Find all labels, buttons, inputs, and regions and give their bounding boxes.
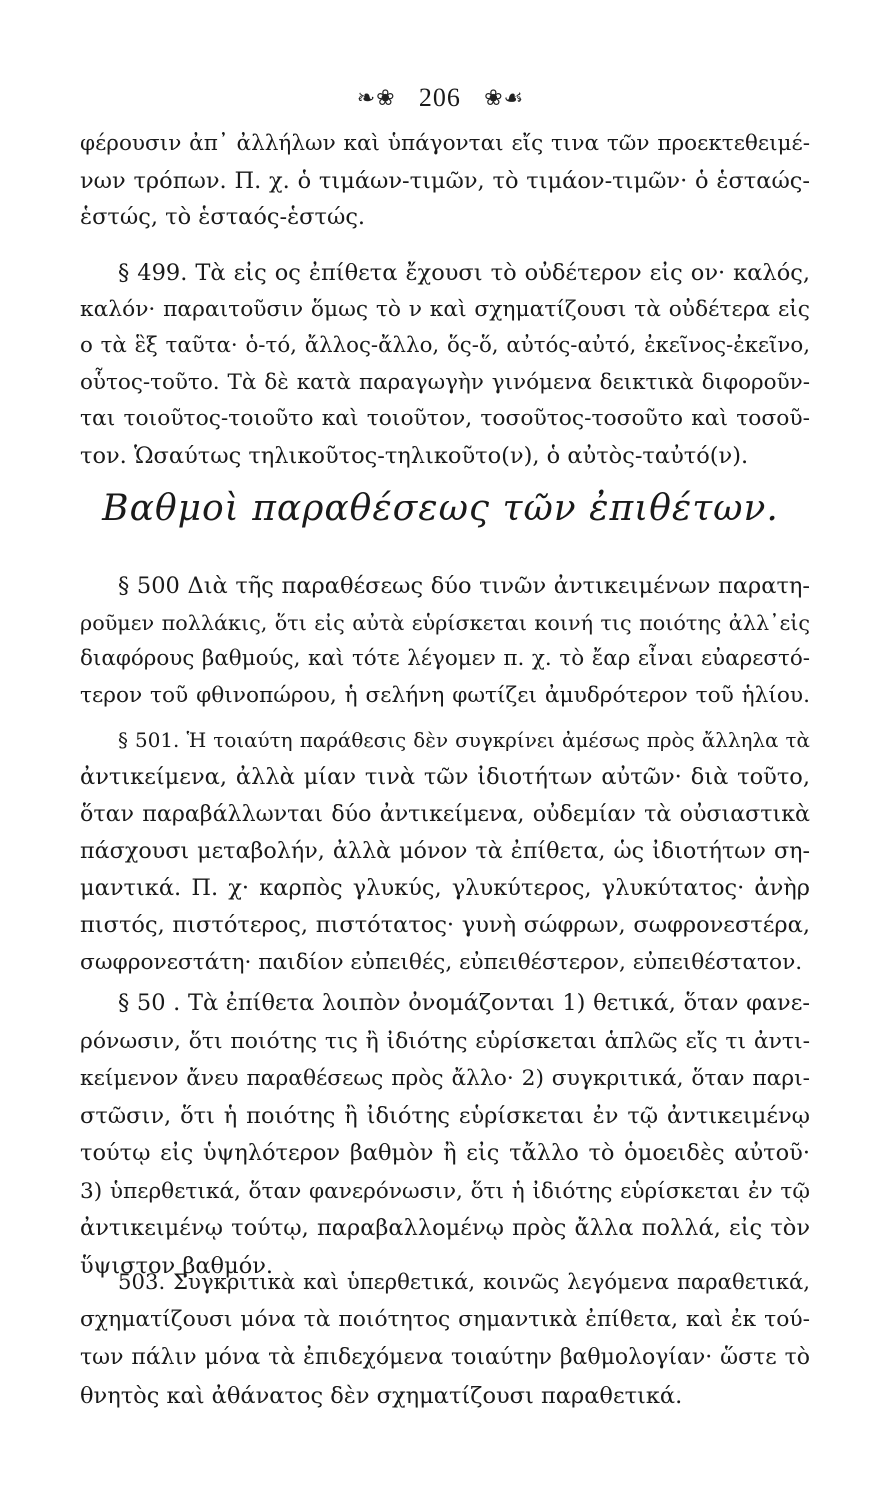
text-line: τερον τοῦ φθινοπώρου, ἡ σελήνη φωτίζει ἀμυδρότερον τοῦ ἡλίου.: [80, 682, 810, 708]
text-line: στῶσιν, ὅτι ἡ ποιότης ἢ ἰδιότης εὑρίσκεται ἐν τῷ ἀντικειμένῳ: [80, 1102, 810, 1129]
text-line: ἑστώς, τὸ ἑσταός-ἑστώς.: [80, 204, 366, 230]
paragraph-continuation: [80, 126, 810, 236]
text-line: κείμενον ἄνευ παραθέσεως πρὸς ἄλλο· 2) συγκριτικά, ὅταν παρι-: [80, 1066, 810, 1091]
text-line: § 50 . Τὰ ἐπίθετα λοιπὸν ὀνομάζονται 1) θετικά, ὅταν φανε-: [118, 990, 810, 1016]
text-line: νων τρόπων. Π. χ. ὁ τιμάων-τιμῶν, τὸ τιμάον-τιμῶν· ὁ ἑσταώς-: [80, 167, 810, 194]
text-line: 503. Συγκριτικὰ καὶ ὑπερθετικά, κοινῶς λεγόμενα παραθετικά,: [118, 1269, 810, 1294]
text-line: θνητὸς καὶ ἀθάνατος δὲν σχηματίζουσι παραθετικά.: [80, 1383, 683, 1409]
text-line: § 499. Τὰ εἰς ος ἐπίθετα ἔχουσι τὸ οὐδέτερον εἰς ον· καλός,: [118, 260, 810, 286]
text-line: σωφρονεστάτη· παιδίον εὐπειθές, εὐπειθέστερον, εὐπειθέστατον.: [80, 950, 803, 975]
text-line: πιστός, πιστότερος, πιστότατος· γυνὴ σώφρων, σωφρονεστέρα,: [80, 912, 810, 938]
text-line: οὗτος-τοῦτο. Τὰ δὲ κατὰ παραγωγὴν γινόμενα δεικτικὰ διφοροῦν-: [80, 369, 810, 395]
text-line: ο τὰ ἓξ ταῦτα· ὁ-τό, ἄλλος-ἄλλο, ὅς-ὅ, αὐτός-αὐτό, ἐκεῖνος-ἐκεῖνο,: [80, 333, 810, 358]
text-line: ται τοιοῦτος-τοιοῦτο καὶ τοιοῦτον, τοσοῦτος-τοσοῦτο καὶ τοσοῦ-: [80, 406, 810, 431]
paragraph-500: [80, 568, 810, 714]
text-line: ρόνωσιν, ὅτι ποιότης τις ἢ ἰδιότης εὑρίσκεται ἁπλῶς εἴς τι ἀντι-: [80, 1028, 810, 1054]
right-ornament: ❀☙: [484, 85, 525, 111]
text-line: ροῦμεν πολλάκις, ὅτι εἰς αὐτὰ εὑρίσκεται κοινή τις ποιότης ἀλλ᾽εἰς: [80, 610, 810, 635]
text-line: πάσχουσι μεταβολήν, ἀλλὰ μόνον τὰ ἐπίθετα, ὡς ἰδιοτήτων ση-: [80, 838, 810, 864]
paragraph-501: [80, 722, 810, 981]
text-line: § 501. Ἡ τοιαύτη παράθεσις δὲν συγκρίνει ἀμέσως πρὸς ἄλληλα τὰ: [118, 729, 810, 752]
paragraph-502: [80, 985, 810, 1285]
text-line: διαφόρους βαθμούς, καὶ τότε λέγομεν π. χ. τὸ ἔαρ εἶναι εὐαρεστό-: [80, 646, 810, 671]
paragraph-503: [80, 1263, 810, 1415]
text-line: των πάλιν μόνα τὰ ἐπιδεχόμενα τοιαύτην βαθμολογίαν· ὥστε τὸ: [80, 1345, 810, 1370]
text-line: ὅταν παραβάλλωνται δύο ἀντικείμενα, οὐδεμίαν τὰ οὐσιαστικὰ: [80, 801, 810, 827]
text-line: τον. Ὡσαύτως τηλικοῦτος-τηλικοῦτο(ν), ὁ αὐτὸς-ταὐτό(ν).: [80, 442, 749, 469]
paragraph-499: [80, 255, 810, 474]
page-header: [0, 82, 881, 113]
text-line: μαντικά. Π. χ· καρπὸς γλυκύς, γλυκύτερος, γλυκύτατος· ἀνὴρ: [80, 875, 810, 901]
text-line: σχηματίζουσι μόνα τὰ ποιότητος σημαντικὰ ἐπίθετα, καὶ ἐκ τού-: [80, 1307, 810, 1332]
text-line: 3) ὑπερθετικά, ὅταν φανερόνωσιν, ὅτι ἡ ἰδιότης εὑρίσκεται ἐν τῷ: [80, 1178, 810, 1204]
text-line: καλόν· παραιτοῦσιν ὅμως τὸ ν καὶ σχηματίζουσι τὰ οὐδέτερα εἰς: [80, 296, 810, 322]
page-number: 206: [418, 83, 461, 112]
text-line: ἀντικείμενα, ἀλλὰ μίαν τινὰ τῶν ἰδιοτήτων αὐτῶν· διὰ τοῦτο,: [80, 764, 810, 790]
text-line: ἀντικειμένῳ τούτῳ, παραβαλλομένῳ πρὸς ἄλλα πολλά, εἰς τὸν: [80, 1215, 810, 1241]
text-line: φέρουσιν ἀπ᾽ ἀλλήλων καὶ ὑπάγονται εἴς τινα τῶν προεκτεθειμέ-: [80, 131, 810, 156]
text-line: ὕψιστον βαθμόν.: [80, 1252, 274, 1279]
left-ornament: ❧❀: [356, 85, 396, 111]
section-title: Βαθμοὶ παραθέσεως τῶν ἐπιθέτων.: [102, 488, 779, 529]
text-line: § 500 Διὰ τῆς παραθέσεως δύο τινῶν ἀντικειμένων παρατη-: [118, 573, 810, 599]
text-line: τούτῳ εἰς ὑψηλότερον βαθμὸν ἢ εἰς τἄλλο τὸ ὁμοειδὲς αὐτοῦ·: [80, 1140, 810, 1166]
